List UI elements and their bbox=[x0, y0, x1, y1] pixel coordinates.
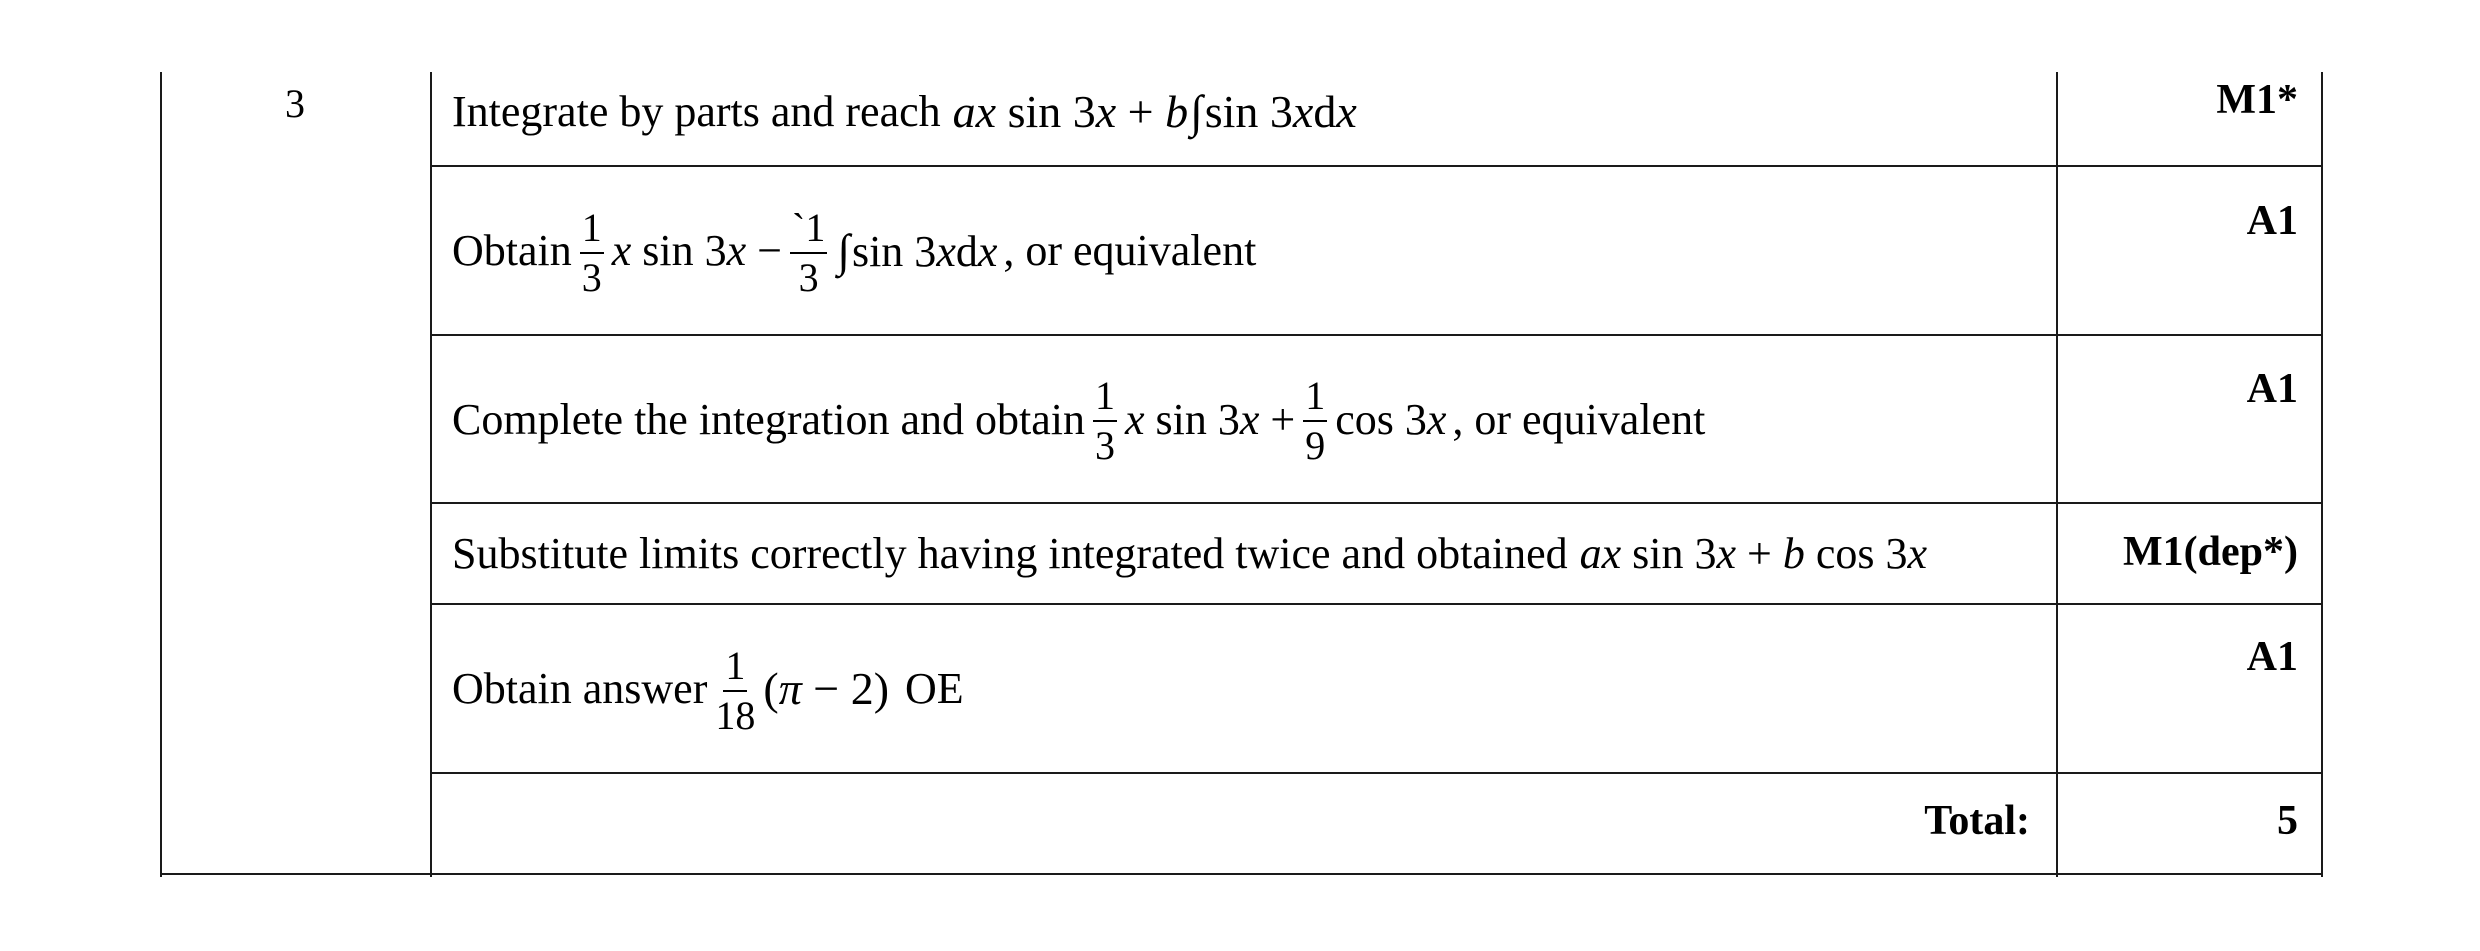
step-5-suffix: OE bbox=[905, 664, 964, 713]
total-value: 5 bbox=[2277, 798, 2298, 844]
step-3-text bbox=[452, 336, 2052, 502]
step-2-description: Obtain bbox=[452, 226, 572, 275]
table-border-right bbox=[2321, 72, 2323, 877]
step-2-text bbox=[452, 167, 2052, 334]
mark-row-2: A1 bbox=[2246, 198, 2298, 244]
fraction-one-eighteenth: $\frac{1}{18}$ bbox=[715, 642, 756, 738]
fraction-one-third: $\frac{1}{3}$ bbox=[1094, 373, 1115, 468]
step-2-math-a: x sin 3x − bbox=[611, 226, 783, 275]
step-3-description: Complete the integration and obtain bbox=[452, 394, 1085, 444]
step-1-math: ax sin 3x + b∫sin 3xdx bbox=[952, 85, 1357, 137]
fraction-one-ninth: $\frac{1}{9}$ bbox=[1305, 373, 1326, 468]
total-label: Total: bbox=[1924, 798, 2030, 844]
step-1-text bbox=[452, 80, 2052, 142]
step-3-math-a: x sin 3x + bbox=[1124, 394, 1296, 444]
question-number: 3 bbox=[285, 81, 305, 126]
fraction-one-third: $\frac{1}{3}$ bbox=[581, 204, 602, 300]
step-1-description: Integrate by parts and reach bbox=[452, 86, 941, 136]
mark-row-5: A1 bbox=[2246, 634, 2298, 680]
fraction-tick-one-third: $\frac{`1}{3}$ bbox=[792, 204, 826, 300]
mark-row-3: A1 bbox=[2246, 366, 2298, 412]
step-5-text bbox=[452, 605, 2052, 772]
step-5-math: (π − 2) bbox=[763, 663, 890, 714]
step-4-description: Substitute limits correctly having integrated twice and obtained bbox=[452, 529, 1568, 578]
step-5-description: Obtain answer bbox=[452, 664, 708, 713]
step-3-math-b: cos 3x bbox=[1335, 394, 1447, 444]
column-divider-1 bbox=[430, 72, 432, 877]
step-2-math-b: ∫sin 3xdx bbox=[837, 225, 998, 276]
row-divider-5 bbox=[430, 772, 2323, 774]
mark-row-4: M1(dep*) bbox=[2123, 529, 2298, 575]
step-4-math: ax sin 3x + b cos 3x bbox=[1579, 529, 1928, 578]
step-2-suffix: , or equivalent bbox=[1003, 226, 1257, 275]
table-border-bottom bbox=[160, 873, 2323, 875]
step-3-suffix: , or equivalent bbox=[1452, 394, 1706, 444]
mark-row-1: M1* bbox=[2216, 77, 2298, 123]
table-border-left bbox=[160, 72, 162, 877]
column-divider-2 bbox=[2056, 72, 2058, 877]
step-4-text bbox=[452, 504, 2052, 603]
